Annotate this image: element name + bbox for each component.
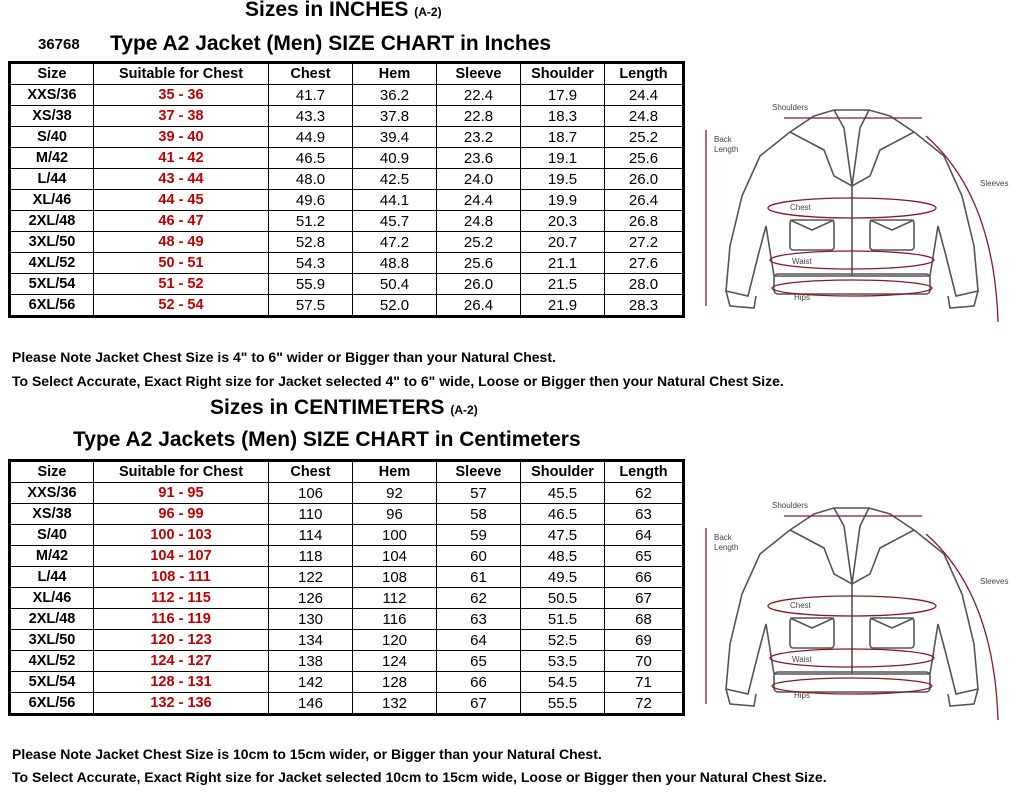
measurement-cell: 37.8: [353, 106, 437, 127]
measurement-cell: 24.0: [437, 169, 521, 190]
measurement-cell: 40.9: [353, 148, 437, 169]
table-row: [10, 483, 684, 504]
chest-range-cell: 91 - 95: [94, 483, 269, 504]
column-header: Sleeve: [437, 461, 521, 483]
measurement-cell: 55.9: [269, 274, 353, 295]
inches-note-2: To Select Accurate, Exact Right size for Jacket selected 4" to 6" wide, Loose or Bigger then your Natural Chest Size.: [12, 373, 784, 389]
size-cell: 4XL/52: [10, 651, 94, 672]
hips-label: Hips: [794, 293, 811, 302]
size-cell: M/42: [10, 546, 94, 567]
chest-range-cell: 44 - 45: [94, 190, 269, 211]
measurement-cell: 22.4: [437, 85, 521, 106]
measurement-cell: 54.3: [269, 253, 353, 274]
measurement-cell: 118: [269, 546, 353, 567]
chest-range-cell: 51 - 52: [94, 274, 269, 295]
table-row: [10, 169, 684, 190]
chest-range-cell: 112 - 115: [94, 588, 269, 609]
sleeves-label: Sleeves: [980, 179, 1009, 188]
jacket-illustration: [726, 110, 978, 308]
measurement-cell: 52.8: [269, 232, 353, 253]
measurement-cell: 126: [269, 588, 353, 609]
shoulders-label: Shoulders: [772, 103, 809, 112]
table-row: [10, 127, 684, 148]
chest-range-cell: 50 - 51: [94, 253, 269, 274]
product-code: 36768: [38, 36, 80, 53]
table-row: [10, 525, 684, 546]
measurement-cell: 21.5: [521, 274, 605, 295]
measurement-cell: 17.9: [521, 85, 605, 106]
column-header: Chest: [269, 461, 353, 483]
measurement-cell: 46.5: [269, 148, 353, 169]
measurement-cell: 24.4: [437, 190, 521, 211]
back-length-label-2: Length: [714, 543, 739, 552]
measurement-cell: 51.2: [269, 211, 353, 232]
measurement-cell: 104: [353, 546, 437, 567]
measurement-cell: 18.3: [521, 106, 605, 127]
column-header: Suitable for Chest: [94, 63, 269, 85]
table-row: [10, 504, 684, 525]
measurement-cell: 132: [353, 693, 437, 715]
table-row: [10, 693, 684, 715]
column-header: Hem: [353, 63, 437, 85]
measurement-cell: 19.1: [521, 148, 605, 169]
column-header: Chest: [269, 63, 353, 85]
measurement-cell: 68: [605, 609, 684, 630]
jacket-measurement-diagram-cm: [694, 494, 1020, 726]
size-cell: XXS/36: [10, 483, 94, 504]
measurement-cell: 54.5: [521, 672, 605, 693]
measurement-cell: 72: [605, 693, 684, 715]
measurement-cell: 120: [353, 630, 437, 651]
waist-label: Waist: [792, 257, 812, 266]
measurement-cell: 24.8: [605, 106, 684, 127]
measurement-cell: 25.2: [437, 232, 521, 253]
measurement-cell: 44.9: [269, 127, 353, 148]
cm-size-table: [8, 459, 685, 716]
size-cell: 5XL/54: [10, 672, 94, 693]
measurement-cell: 52.0: [353, 295, 437, 317]
measurement-cell: 22.8: [437, 106, 521, 127]
chest-range-cell: 120 - 123: [94, 630, 269, 651]
measurement-cell: 53.5: [521, 651, 605, 672]
shoulders-label: Shoulders: [772, 501, 809, 510]
measurement-cell: 112: [353, 588, 437, 609]
measurement-cell: 138: [269, 651, 353, 672]
measurement-cell: 25.6: [605, 148, 684, 169]
measurement-cell: 26.4: [605, 190, 684, 211]
measurement-cell: 20.3: [521, 211, 605, 232]
measurement-cell: 27.2: [605, 232, 684, 253]
measurement-cell: 122: [269, 567, 353, 588]
size-cell: XL/46: [10, 190, 94, 211]
chest-range-cell: 100 - 103: [94, 525, 269, 546]
column-header: Suitable for Chest: [94, 461, 269, 483]
measurement-cell: 18.7: [521, 127, 605, 148]
chest-range-cell: 104 - 107: [94, 546, 269, 567]
table-row: [10, 609, 684, 630]
size-cell: S/40: [10, 127, 94, 148]
chest-range-cell: 52 - 54: [94, 295, 269, 317]
measurement-cell: 134: [269, 630, 353, 651]
measurement-cell: 62: [437, 588, 521, 609]
size-cell: 6XL/56: [10, 295, 94, 317]
chest-label: Chest: [790, 203, 811, 212]
inches-note-1: Please Note Jacket Chest Size is 4" to 6" wider or Bigger than your Natural Chest.: [12, 349, 556, 365]
measurement-cell: 58: [437, 504, 521, 525]
table-row: [10, 211, 684, 232]
size-cell: 3XL/50: [10, 232, 94, 253]
measurement-cell: 52.5: [521, 630, 605, 651]
measurement-cell: 19.9: [521, 190, 605, 211]
measurement-cell: 47.5: [521, 525, 605, 546]
chest-range-cell: 37 - 38: [94, 106, 269, 127]
measurement-cell: 60: [437, 546, 521, 567]
measurement-cell: 130: [269, 609, 353, 630]
waist-label: Waist: [792, 655, 812, 664]
measurement-cell: 23.6: [437, 148, 521, 169]
back-length-label-2: Length: [714, 145, 739, 154]
measurement-cell: 67: [437, 693, 521, 715]
column-header: Hem: [353, 461, 437, 483]
jacket-measurement-diagram-inches: [694, 96, 1020, 328]
measurement-cell: 19.5: [521, 169, 605, 190]
size-cell: XS/38: [10, 106, 94, 127]
size-cell: S/40: [10, 525, 94, 546]
table-row: [10, 253, 684, 274]
measurement-cell: 43.3: [269, 106, 353, 127]
measurement-cell: 48.0: [269, 169, 353, 190]
measurement-cell: 128: [353, 672, 437, 693]
measurement-cell: 49.6: [269, 190, 353, 211]
measurement-cell: 20.7: [521, 232, 605, 253]
table-row: [10, 651, 684, 672]
table-row: [10, 190, 684, 211]
measurement-cell: 46.5: [521, 504, 605, 525]
measurement-cell: 116: [353, 609, 437, 630]
chest-label: Chest: [790, 601, 811, 610]
column-header: Size: [10, 63, 94, 85]
measurement-cell: 59: [437, 525, 521, 546]
measurement-cell: 57.5: [269, 295, 353, 317]
measurement-cell: 61: [437, 567, 521, 588]
chest-range-cell: 128 - 131: [94, 672, 269, 693]
size-cell: 4XL/52: [10, 253, 94, 274]
column-header: Sleeve: [437, 63, 521, 85]
measurement-cell: 25.2: [605, 127, 684, 148]
measurement-cell: 124: [353, 651, 437, 672]
measurement-cell: 21.9: [521, 295, 605, 317]
table-row: [10, 630, 684, 651]
hips-label: Hips: [794, 691, 811, 700]
table-header-row: [10, 63, 684, 85]
chest-range-cell: 124 - 127: [94, 651, 269, 672]
measurement-cell: 45.5: [521, 483, 605, 504]
measurement-cell: 42.5: [353, 169, 437, 190]
measurement-cell: 110: [269, 504, 353, 525]
measurement-cell: 36.2: [353, 85, 437, 106]
table-header-row: [10, 461, 684, 483]
measurement-cell: 71: [605, 672, 684, 693]
table-row: [10, 232, 684, 253]
measurement-cell: 25.6: [437, 253, 521, 274]
column-header: Size: [10, 461, 94, 483]
column-header: Length: [605, 461, 684, 483]
cm-main-title: Sizes in CENTIMETERS (A-2): [210, 396, 478, 419]
measurement-cell: 92: [353, 483, 437, 504]
measurement-cell: 44.1: [353, 190, 437, 211]
chest-range-cell: 108 - 111: [94, 567, 269, 588]
measurement-cell: 26.4: [437, 295, 521, 317]
measurement-cell: 69: [605, 630, 684, 651]
measurement-cell: 28.0: [605, 274, 684, 295]
measurement-cell: 28.3: [605, 295, 684, 317]
measurement-cell: 62: [605, 483, 684, 504]
measurement-cell: 48.8: [353, 253, 437, 274]
inches-size-table: [8, 61, 685, 318]
measurement-cell: 65: [605, 546, 684, 567]
measurement-cell: 64: [437, 630, 521, 651]
cm-note-1: Please Note Jacket Chest Size is 10cm to 15cm wider, or Bigger than your Natural Chest.: [12, 746, 602, 762]
size-cell: 3XL/50: [10, 630, 94, 651]
measurement-cell: 49.5: [521, 567, 605, 588]
measurement-cell: 27.6: [605, 253, 684, 274]
back-length-label-1: Back: [714, 135, 732, 144]
measurement-cell: 106: [269, 483, 353, 504]
measurement-cell: 66: [605, 567, 684, 588]
measurement-cell: 26.0: [437, 274, 521, 295]
size-cell: 2XL/48: [10, 211, 94, 232]
back-length-label-1: Back: [714, 533, 732, 542]
measurement-cell: 63: [605, 504, 684, 525]
table-row: [10, 672, 684, 693]
measurement-cell: 100: [353, 525, 437, 546]
chest-range-cell: 116 - 119: [94, 609, 269, 630]
measurement-cell: 21.1: [521, 253, 605, 274]
measurement-cell: 55.5: [521, 693, 605, 715]
measurement-cell: 142: [269, 672, 353, 693]
size-cell: XS/38: [10, 504, 94, 525]
table-row: [10, 106, 684, 127]
measurement-cell: 51.5: [521, 609, 605, 630]
measurement-cell: 67: [605, 588, 684, 609]
chest-range-cell: 48 - 49: [94, 232, 269, 253]
size-cell: M/42: [10, 148, 94, 169]
measurement-cell: 48.5: [521, 546, 605, 567]
measurement-cell: 45.7: [353, 211, 437, 232]
measurement-cell: 23.2: [437, 127, 521, 148]
table-row: [10, 85, 684, 106]
measurement-cell: 114: [269, 525, 353, 546]
size-cell: XXS/36: [10, 85, 94, 106]
table-row: [10, 274, 684, 295]
table-row: [10, 295, 684, 317]
chest-range-cell: 43 - 44: [94, 169, 269, 190]
size-cell: 5XL/54: [10, 274, 94, 295]
column-header: Shoulder: [521, 461, 605, 483]
chest-range-cell: 132 - 136: [94, 693, 269, 715]
measurement-cell: 70: [605, 651, 684, 672]
measurement-cell: 50.4: [353, 274, 437, 295]
measurement-cell: 26.0: [605, 169, 684, 190]
column-header: Length: [605, 63, 684, 85]
chest-range-cell: 35 - 36: [94, 85, 269, 106]
cm-note-2: To Select Accurate, Exact Right size for Jacket selected 10cm to 15cm wide, Loose or Bigger then your Natural Chest Size.: [12, 769, 827, 785]
jacket-illustration: [726, 508, 978, 706]
cm-chart-title: Type A2 Jackets (Men) SIZE CHART in Centimeters: [73, 428, 581, 451]
size-cell: L/44: [10, 567, 94, 588]
measurement-cell: 64: [605, 525, 684, 546]
table-row: [10, 588, 684, 609]
table-row: [10, 567, 684, 588]
measurement-cell: 26.8: [605, 211, 684, 232]
measurement-cell: 66: [437, 672, 521, 693]
size-cell: 6XL/56: [10, 693, 94, 715]
size-cell: L/44: [10, 169, 94, 190]
chest-range-cell: 46 - 47: [94, 211, 269, 232]
measurement-cell: 47.2: [353, 232, 437, 253]
table-row: [10, 148, 684, 169]
column-header: Shoulder: [521, 63, 605, 85]
measurement-cell: 57: [437, 483, 521, 504]
chest-range-cell: 39 - 40: [94, 127, 269, 148]
measurement-cell: 24.4: [605, 85, 684, 106]
measurement-cell: 146: [269, 693, 353, 715]
chest-range-cell: 41 - 42: [94, 148, 269, 169]
measurement-cell: 96: [353, 504, 437, 525]
measurement-cell: 24.8: [437, 211, 521, 232]
sleeves-label: Sleeves: [980, 577, 1009, 586]
measurement-cell: 39.4: [353, 127, 437, 148]
chest-range-cell: 96 - 99: [94, 504, 269, 525]
measurement-cell: 41.7: [269, 85, 353, 106]
measurement-cell: 65: [437, 651, 521, 672]
measurement-cell: 63: [437, 609, 521, 630]
measurement-cell: 50.5: [521, 588, 605, 609]
inches-chart-title: Type A2 Jacket (Men) SIZE CHART in Inches: [110, 32, 552, 55]
table-row: [10, 546, 684, 567]
inches-main-title: Sizes in INCHES (A-2): [245, 0, 442, 21]
size-cell: XL/46: [10, 588, 94, 609]
measurement-cell: 108: [353, 567, 437, 588]
size-cell: 2XL/48: [10, 609, 94, 630]
